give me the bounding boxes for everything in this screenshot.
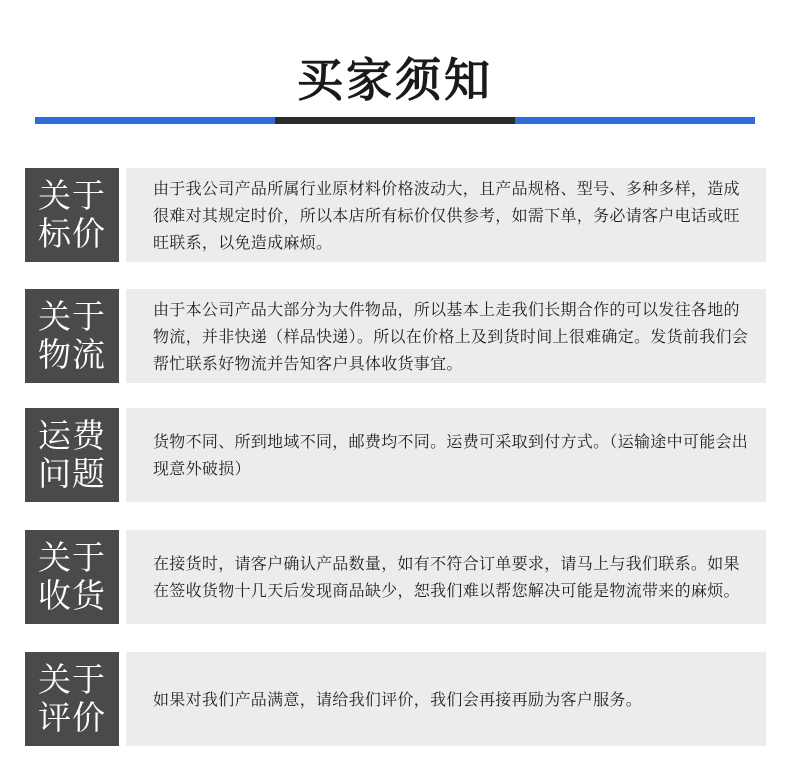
title-underline-center — [275, 117, 515, 124]
notice-section-pricing — [25, 168, 766, 262]
section-label-line2: 问题 — [38, 454, 106, 493]
section-label-line2: 收货 — [38, 576, 106, 615]
page-title: 买家须知 — [297, 53, 493, 107]
section-label-line1: 关于 — [38, 538, 106, 577]
section-label-line1: 运费 — [38, 416, 106, 455]
notice-section-logistics — [25, 289, 766, 383]
section-content — [126, 530, 766, 624]
section-text: 货物不同、所到地域不同，邮费均不同。运费可采取到付方式。（运输途中可能会出现意外破损） — [153, 432, 749, 478]
section-text: 在接货时，请客户确认产品数量，如有不符合订单要求，请马上与我们联系。如果在签收货物十几天后发现商品缺少，恕我们难以帮您解决可能是物流带来的麻烦。 — [153, 554, 740, 600]
section-label-line1: 关于 — [38, 660, 106, 699]
section-text: 如果对我们产品满意，请给我们评价，我们会再接再励为客户服务。 — [153, 689, 643, 709]
section-label-line2: 物流 — [38, 335, 106, 374]
section-label-line1: 关于 — [38, 297, 106, 336]
title-underline-right — [515, 117, 755, 124]
notice-section-receiving — [25, 530, 766, 624]
section-content — [126, 289, 766, 383]
section-label — [25, 652, 119, 746]
section-label-line2: 标价 — [38, 214, 106, 253]
notice-section-shipping-fee — [25, 408, 766, 502]
section-label-line2: 评价 — [38, 698, 106, 737]
section-label-line1: 关于 — [38, 176, 106, 215]
section-text: 由于我公司产品所属行业原材料价格波动大，且产品规格、型号、多种多样，造成很难对其规定时价，所以本店所有标价仅供参考，如需下单，务必请客户电话或旺旺联系，以免造成麻烦。 — [153, 178, 740, 252]
section-label — [25, 168, 119, 262]
section-content — [126, 168, 766, 262]
notice-section-review — [25, 652, 766, 746]
title-underline-left — [35, 117, 275, 124]
section-label — [25, 530, 119, 624]
section-label — [25, 408, 119, 502]
section-text: 由于本公司产品大部分为大件物品，所以基本上走我们长期合作的可以发往各地的物流，并非快递（样品快递）。所以在价格上及到货时间上很难确定。发货前我们会帮忙联系好物流并告知客户具体收货事宜。 — [153, 299, 749, 373]
section-content — [126, 652, 766, 746]
section-label — [25, 289, 119, 383]
section-content — [126, 408, 766, 502]
